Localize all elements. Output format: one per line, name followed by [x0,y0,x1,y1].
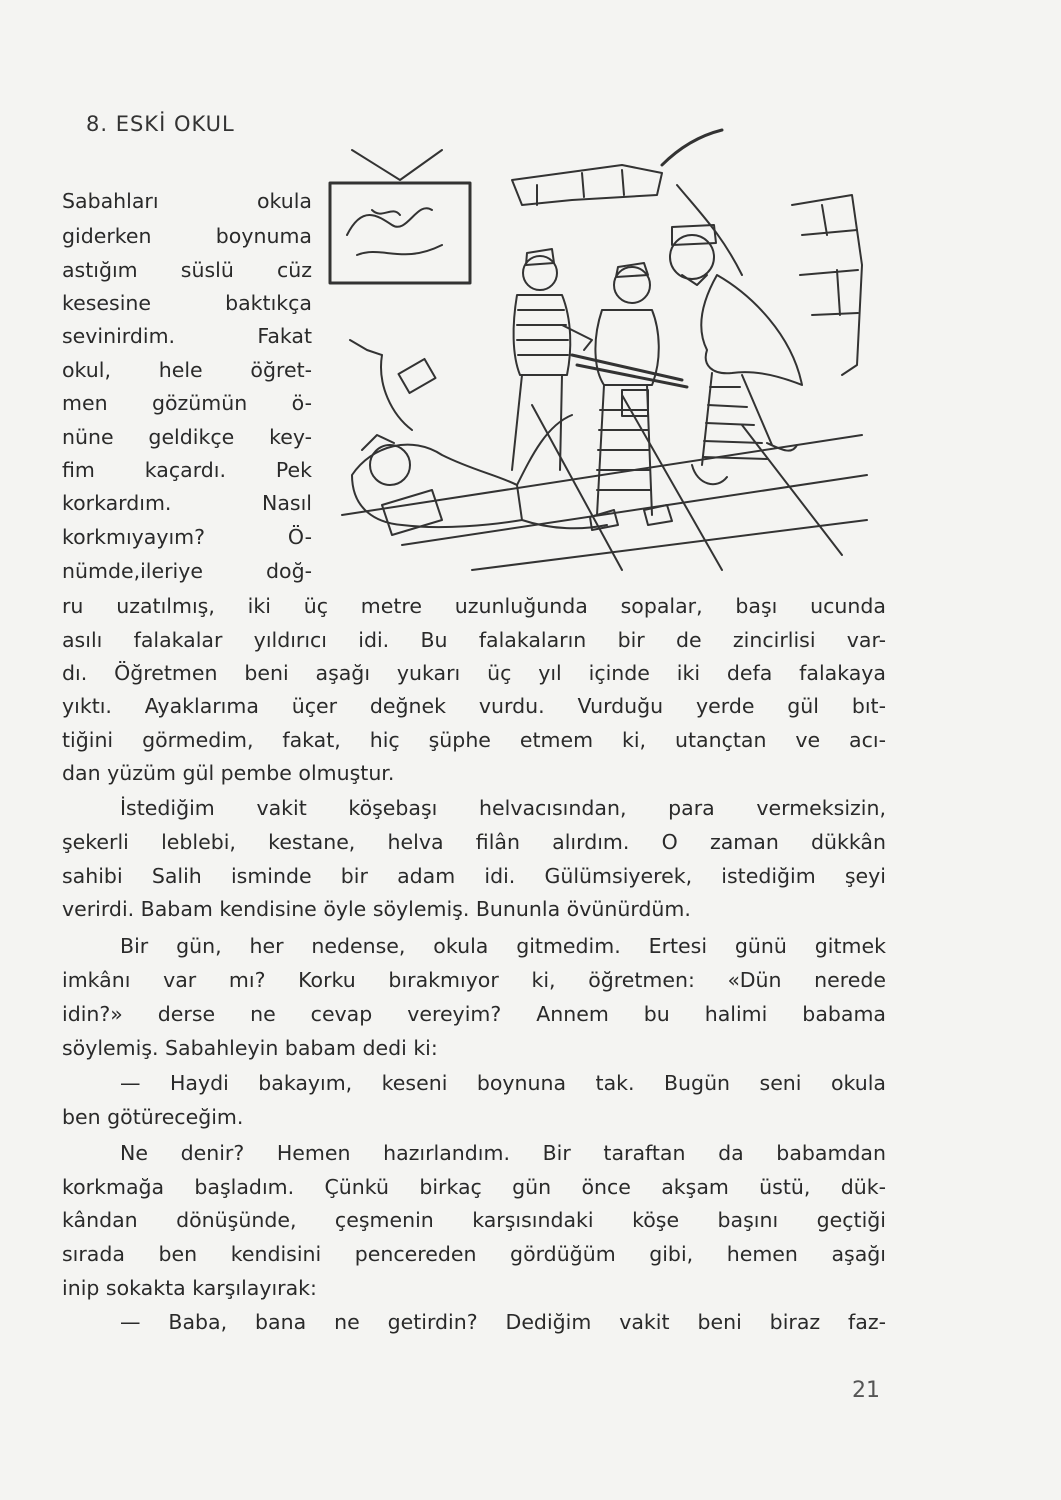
text-line: kesesine baktıkça [62,291,312,315]
text-line: ru uzatılmış, iki üç metre uzunluğunda sopalar, başı ucunda [62,594,886,618]
text-line: okul, hele öğret- [62,358,312,382]
text-line: nüne geldikçe key- [62,425,312,449]
text-line: yıktı. Ayaklarıma üçer değnek vurdu. Vurduğu yerde gül bıt- [62,694,886,718]
text-line: giderken boynuma [62,224,312,248]
text-line: — Haydi bakayım, keseni boynuna tak. Bugün seni okula [120,1071,886,1095]
text-line: Bir gün, her nedense, okula gitmedim. Ertesi günü gitmek [120,934,886,958]
text-line: astığım süslü cüz [62,258,312,282]
text-line: inip sokakta karşılayırak: [62,1276,317,1300]
text-line: idin?» derse ne cevap vereyim? Annem bu halimi babama [62,1002,886,1026]
chapter-title: 8. ESKİ OKUL [86,112,235,136]
text-line: dı. Öğretmen beni aşağı yukarı üç yıl içinde iki defa falakaya [62,661,886,685]
text-line: verirdi. Babam kendisine öyle söylemiş. Bununla övünürdüm. [62,897,691,921]
text-line: sırada ben kendisini pencereden gördüğüm gibi, hemen aşağı [62,1242,886,1266]
text-line: imkânı var mı? Korku bırakmıyor ki, öğretmen: «Dün nerede [62,968,886,992]
text-line: korkmıyayım? Ö- [62,525,312,549]
text-line: korkmağa başladım. Çünkü birkaç gün önce akşam üstü, dük- [62,1175,886,1199]
text-line: asılı falakalar yıldırıcı idi. Bu falakaların bir de zincirlisi var- [62,628,886,652]
page-number: 21 [852,1378,880,1403]
text-line: dan yüzüm gül pembe olmuştur. [62,761,395,785]
text-line: söylemiş. Sabahleyin babam dedi ki: [62,1036,438,1060]
text-line: ben götüreceğim. [62,1105,244,1129]
text-line: İstediğim vakit köşebaşı helvacısından, para vermeksizin, [120,796,886,820]
text-line: Sabahları okula [62,189,312,213]
text-line: Ne denir? Hemen hazırlandım. Bir taraftan da babamdan [120,1141,886,1165]
text-line: — Baba, bana ne getirdin? Dediğim vakit beni biraz faz- [120,1310,886,1334]
text-line: şekerli leblebi, kestane, helva filân alırdım. O zaman dükkân [62,830,886,854]
text-line: korkardım. Nasıl [62,491,312,515]
text-line: nümde,ileriye doğ- [62,559,312,583]
text-line: sahibi Salih isminde bir adam idi. Gülümsiyerek, istediğim şeyi [62,864,886,888]
text-line: men gözümün ö- [62,391,312,415]
school-illustration [322,125,882,575]
text-line: sevinirdim. Fakat [62,324,312,348]
text-line: fim kaçardı. Pek [62,458,312,482]
text-line: tiğini görmedim, fakat, hiç şüphe etmem ki, utançtan ve acı- [62,728,886,752]
text-line: kândan dönüşünde, çeşmenin karşısındaki köşe başını geçtiği [62,1208,886,1232]
